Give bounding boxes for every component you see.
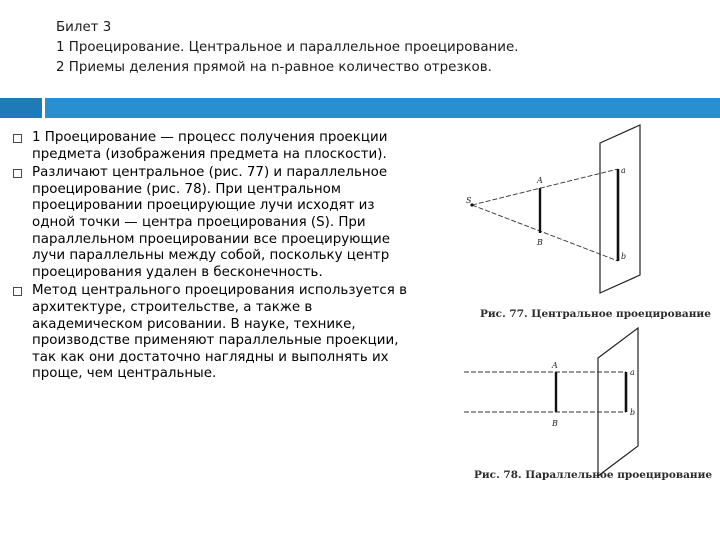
label-S: S	[466, 196, 472, 205]
bullet-text: Метод центрального проецирования используется в архитектуре, строительстве, а также в академическом рисовании. В науке, технике, производстве применяют параллельные проекции, так как они достаточно наглядны и выполнять их проще, чем центральные.	[32, 283, 407, 382]
question-2-title: 2 Приемы деления прямой на n-равное количество отрезков.	[56, 60, 492, 75]
label-b: b	[630, 408, 636, 417]
list-item	[20, 130, 420, 163]
label-B: B	[552, 419, 558, 428]
label-A: A	[537, 176, 543, 185]
bullet-text: 1 Проецирование — процесс получения проекции предмета (изображения предмета на плоскости).	[32, 130, 388, 162]
projection-ray	[472, 169, 618, 205]
label-b: b	[621, 252, 627, 261]
list-item	[20, 165, 420, 281]
label-a: a	[630, 368, 635, 377]
projection-plane	[600, 125, 640, 293]
square-bullet-icon	[13, 169, 22, 178]
figure-parallel-projection	[460, 328, 713, 498]
accent-bar-right	[45, 98, 720, 118]
figure-central-projection	[440, 125, 711, 325]
square-bullet-icon	[13, 287, 22, 296]
list-item	[20, 283, 420, 383]
label-A: A	[552, 361, 558, 370]
figure-caption: Рис. 77. Центральное проецирование	[480, 308, 711, 320]
projection-plane	[598, 328, 638, 476]
figure-caption: Рис. 78. Параллельное проецирование	[474, 469, 713, 481]
accent-bar-left	[0, 98, 42, 118]
projection-ray	[472, 205, 618, 261]
bullet-list	[20, 130, 420, 385]
question-1-title: 1 Проецирование. Центральное и параллельное проецирование.	[56, 40, 519, 55]
label-B: B	[537, 238, 543, 247]
slide-header	[56, 18, 676, 78]
bullet-text: Различают центральное (рис. 77) и параллельное проецирование (рис. 78). При центральном проецировании проецирующие лучи исходят из одной точки — центра проецирования (S). При параллельном проецировании все проецирующие лучи параллельны между собой, поскольку центр проецирования удален в бесконечность.	[32, 165, 390, 280]
label-a: a	[621, 166, 626, 175]
square-bullet-icon	[13, 134, 22, 143]
ticket-title: Билет 3	[56, 20, 112, 35]
